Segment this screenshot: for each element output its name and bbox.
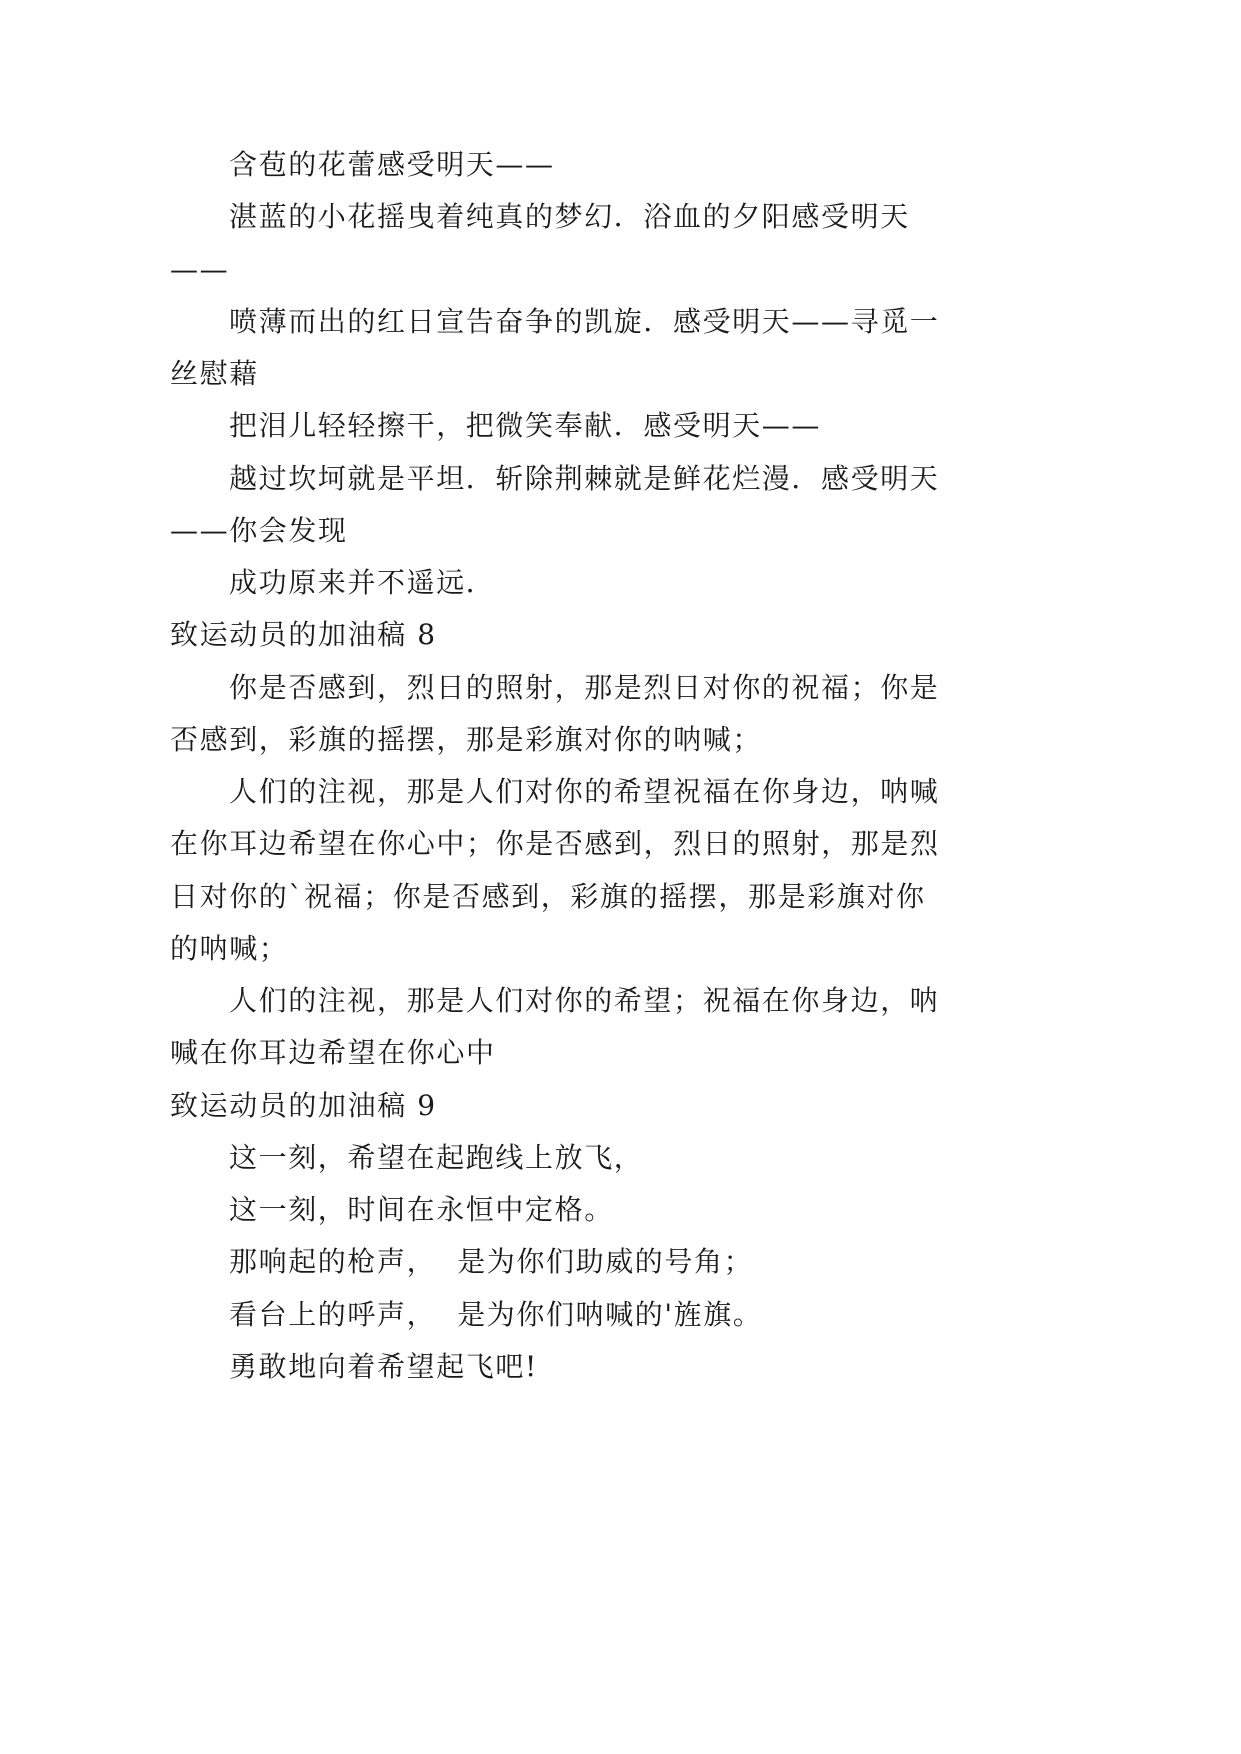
paragraph-line: 看台上的呼声， 是为你们呐喊的'旌旗。 (229, 1297, 763, 1331)
paragraph-line: 喷薄而出的红日宣告奋争的凯旋．感受明天——寻觅一 (229, 304, 940, 338)
paragraph-line: 那响起的枪声， 是为你们助威的号角； (229, 1245, 754, 1279)
paragraph-line: 喊在你耳边希望在你心中 (170, 1036, 496, 1070)
paragraph-line: 成功原来并不遥远． (229, 566, 496, 599)
section-9 (170, 1132, 970, 1393)
paragraph-line: 越过坎坷就是平坦．斩除荆棘就是鲜花烂漫．感受明天 (229, 461, 940, 495)
section-8 (170, 662, 970, 1080)
paragraph-line: 在你耳边希望在你心中；你是否感到，烈日的照射，那是烈 (170, 827, 940, 861)
paragraph-line: 湛蓝的小花摇曳着纯真的梦幻．浴血的夕阳感受明天 (229, 200, 910, 234)
paragraph-line: 的呐喊； (170, 931, 289, 965)
paragraph-line: 你是否感到，烈日的照射，那是烈日对你的祝福；你是 (229, 670, 940, 704)
section-heading-9: 致运动员的加油稿 9 (170, 1088, 437, 1122)
paragraph-line: ——你会发现 (170, 513, 348, 547)
paragraph-line: 丝慰藉 (170, 357, 259, 390)
intro-poem (170, 139, 970, 609)
paragraph-line: 人们的注视，那是人们对你的希望；祝福在你身边，呐 (229, 984, 940, 1017)
paragraph-line: 日对你的`祝福；你是否感到，彩旗的摇摆，那是彩旗对你 (170, 879, 926, 913)
section-heading-8: 致运动员的加油稿 8 (170, 618, 437, 652)
paragraph-line: 勇敢地向着希望起飞吧! (229, 1349, 538, 1383)
document-body (170, 139, 970, 1393)
paragraph-line: 否感到，彩旗的摇摆，那是彩旗对你的呐喊； (170, 722, 763, 756)
paragraph-line: 这一刻，时间在永恒中定格。 (229, 1193, 614, 1226)
paragraph-line: 含苞的花蕾感受明天—— (229, 148, 555, 181)
paragraph-line: 把泪儿轻轻擦干，把微笑奉献．感受明天—— (229, 409, 822, 443)
paragraph-line: 人们的注视，那是人们对你的希望祝福在你身边，呐喊 (229, 775, 940, 808)
paragraph-line: —— (170, 252, 230, 286)
paragraph-line: 这一刻，希望在起跑线上放飞， (229, 1140, 644, 1174)
